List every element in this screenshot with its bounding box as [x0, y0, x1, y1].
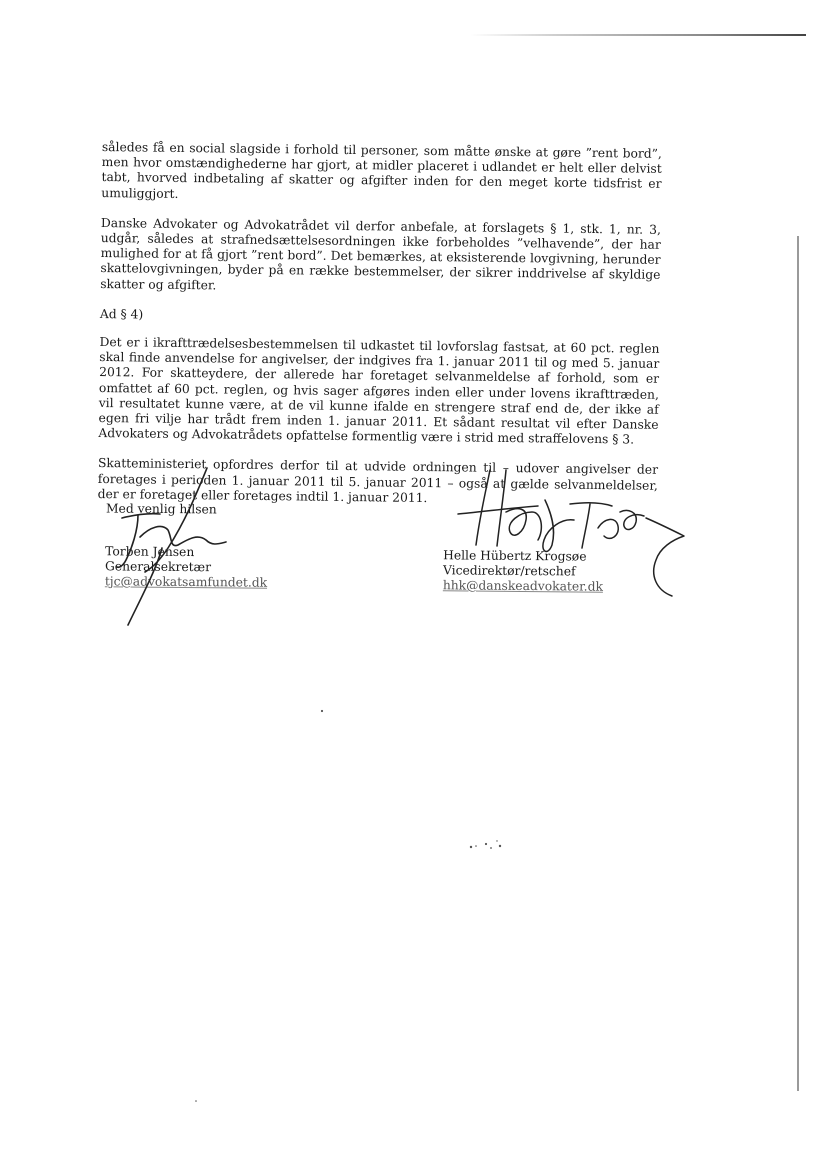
closing-greeting: Med venlig hilsen	[105, 501, 217, 517]
signatory-title: Generalsekretær	[104, 559, 212, 575]
section-heading-ad-4: Ad § 4)	[99, 306, 144, 322]
signatory-email-link[interactable]: tjc@advokatsamfundet.dk	[104, 574, 268, 590]
signatory-name: Helle Hübertz Krogsøe	[443, 548, 587, 564]
signatory-title: Vicedirektør/retschef	[442, 563, 576, 579]
paragraph-request-extension: Skatteministeriet opfordres derfor til at udvide ordningen til – udover angivelser der foretages i perioden 1. januar 2011 til 5. januar 2011 – også at gælde selvanmeldelser, der er foretaget eller foretages indtil 1. januar 2011.	[97, 456, 659, 505]
signatory-name: Torben Jensen	[105, 544, 195, 560]
paragraph-social-slagside: således få en social slagside i forhold til personer, som måtte ønske at gøre ”rent bord”, men hvor omstændighederne har gjort, at midler placeret i udlandet er helt eller delvist tabt, hvorved indbetaling af skatter og afgifter inden for den meget korte tidsfrist er umuliggjort.	[101, 140, 662, 201]
paragraph-ikrafttraedelse: Det er i ikrafttrædelsesbestemmelsen til udkastet til lovforslag fastsat, at 60 pct. reglen skal finde anvendelse for angivelser, der indgives fra 1. januar 2011 til og med 5. januar 2012. For skatteydere, der allerede har foretaget selvanmeldelse af forhold, som er omfattet af 60 pct. reglen, og hvis sager afgøres inden eller under lovens ikrafttræden, vil resultatet kunne være, at de vil kunne ifalde en strengere straf end de, der ikke af egen fri vilje har trådt frem inden 1. januar 2011. Et sådant resultat vil efter Danske Advokaters og Advokatrådets opfattelse formentlig være i strid med straffelovens § 3.	[98, 335, 660, 447]
signatory-email-link[interactable]: hhk@danskeadvokater.dk	[442, 578, 604, 594]
paragraph-recommendation: Danske Advokater og Advokatrådet vil derfor anbefale, at forslagets § 1, stk. 1, nr. 3, udgår, således at strafnedsættelsesordningen ikke forbeholdes ”velhavende”, der har mulighed for at få gjort ”rent bord”. Det bemærkes, at eksisterende lovgivning, herunder skattelovgivningen, byder på en række bestemmelser, der sikrer inddrivelse af skyldige skatter og afgifter.	[100, 215, 662, 293]
